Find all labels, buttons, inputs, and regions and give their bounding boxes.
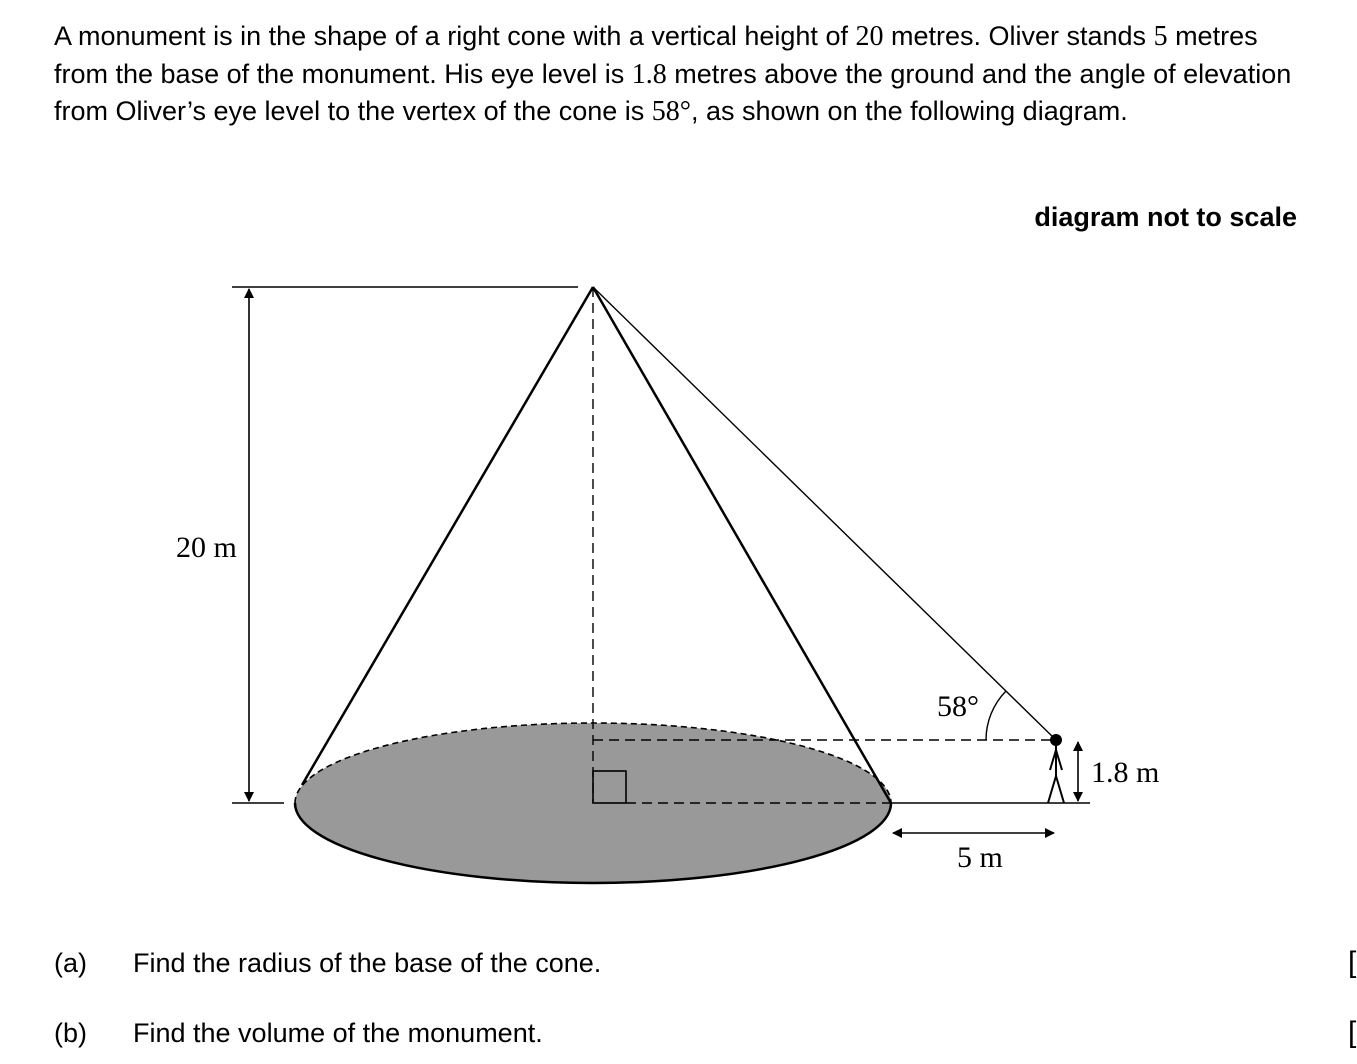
height-label: 20 m bbox=[176, 531, 237, 564]
question-a-label: (a) bbox=[54, 948, 87, 978]
eye-level-label: 1.8 m bbox=[1091, 756, 1160, 789]
cone-left-side bbox=[302, 287, 593, 785]
angle-arc bbox=[986, 691, 1006, 740]
intro-text-1: A monument is in the shape of a right cone with a vertical height of bbox=[54, 21, 856, 51]
distance-value: 5 bbox=[1153, 21, 1168, 52]
distance-label: 5 m bbox=[957, 841, 1003, 874]
intro-text-3: metres from the base of the monument. His eye level is bbox=[54, 21, 1258, 89]
intro-text-5: , as shown on the following diagram. bbox=[690, 96, 1128, 126]
intro-text-2: metres. Oliver stands bbox=[883, 21, 1154, 51]
question-a-text: Find the radius of the base of the cone. bbox=[133, 948, 602, 978]
mark-bracket-b: [ bbox=[1348, 1016, 1357, 1049]
angle-value: 58° bbox=[651, 96, 691, 127]
question-b-text: Find the volume of the monument. bbox=[133, 1018, 543, 1048]
person-icon bbox=[1048, 734, 1064, 803]
intro-text-4: metres above the ground and the angle of elevation from Oliver’s eye level to the vertex of the cone is bbox=[54, 58, 1292, 126]
question-b-label: (b) bbox=[54, 1018, 87, 1048]
line-of-sight bbox=[593, 287, 1056, 740]
eye-level-value: 1.8 bbox=[631, 58, 667, 90]
diagram-note: diagram not to scale bbox=[1034, 202, 1297, 232]
angle-label: 58° bbox=[937, 690, 979, 723]
mark-bracket-a: [ bbox=[1348, 946, 1357, 979]
height-value: 20 bbox=[855, 21, 884, 52]
